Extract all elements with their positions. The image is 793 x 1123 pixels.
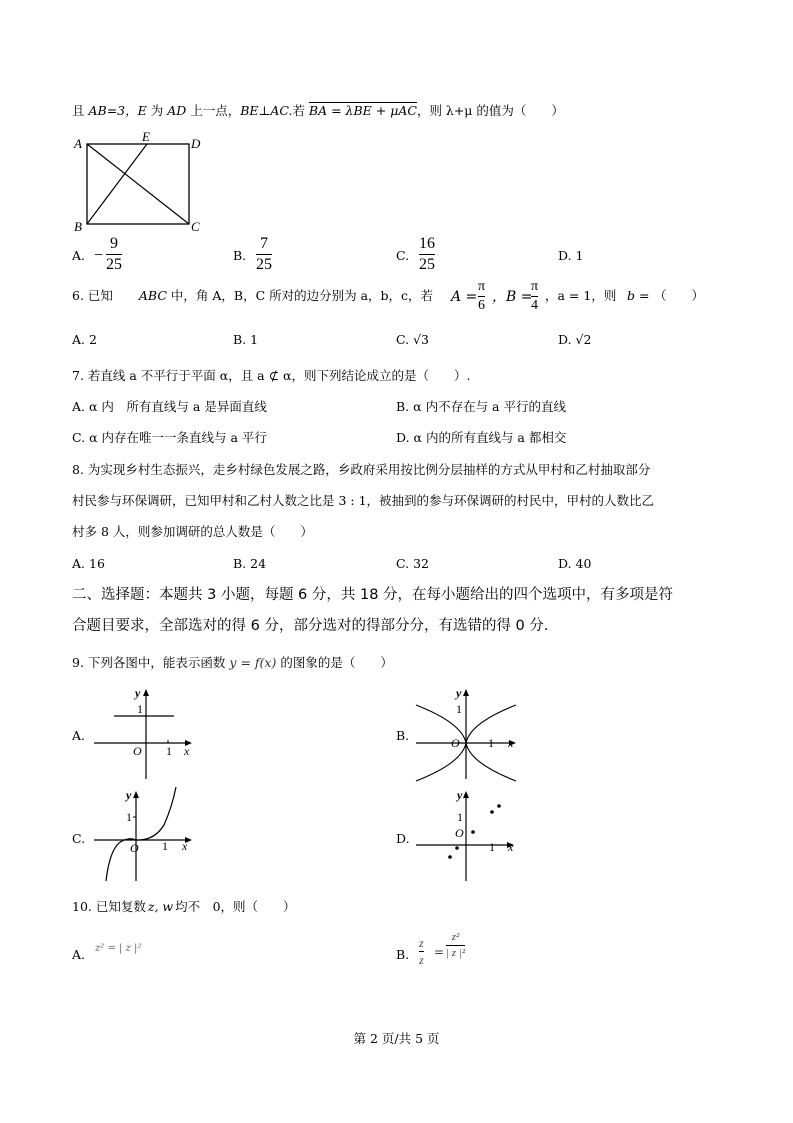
q6-option-c-text: √3 [413,332,429,347]
q10-stem [72,901,296,914]
q8-option-b-text: 24 [250,556,267,571]
q8-option-a[interactable] [72,558,105,571]
tick-label-y1: 1 [137,702,143,716]
q5-stem-mid2: 上一点， [186,103,241,118]
q5-stem-prefix: 且 [72,103,89,118]
q5-option-c-fraction [419,236,435,273]
point-2 [490,810,494,814]
q8-option-b-letter: B. [233,556,247,571]
q6-stem [72,290,433,303]
q10-option-b-frac-left [419,937,424,966]
label-e: E [142,130,150,144]
tick-label-y1: 1 [457,810,463,824]
q5-option-a-sign: − [94,247,104,264]
x-label: x [508,736,514,750]
q7-option-a-text: α 内 所有直线与 a 是异面直线 [89,399,267,414]
q5-stem-ad: AD [167,103,187,118]
q10-stem-zw: z, w [147,899,174,914]
q5-option-c-num: 16 [419,235,435,252]
q6-option-d-text: √2 [575,332,592,347]
q5-option-b-den: 25 [256,256,272,273]
q7-option-c-letter: C. [72,430,86,445]
q5-option-c-letter[interactable]: C. [396,248,410,263]
q7-option-a[interactable] [72,401,267,414]
q6-frac-b [531,280,538,313]
q6-eq-b: ，B = [492,289,533,305]
q10-stem-b: 均不 0，则（ ） [175,899,296,914]
tick-label-x1: 1 [489,840,495,854]
y-label: y [456,686,462,700]
y-label: y [135,686,141,700]
q5-option-a-fraction [106,236,122,273]
q7-option-b-letter: B. [396,399,410,414]
q8-option-c-letter: C. [396,556,410,571]
q9-stem [72,657,393,670]
q5-option-b-fraction [256,236,272,273]
point-5 [448,855,452,859]
origin-label: O [455,826,464,840]
q8-option-d-letter: D. [558,556,572,571]
q5-stem-be: BE⊥AC. [240,103,293,118]
q7-option-c-text: α 内存在唯一一条直线与 a 平行 [89,430,267,445]
q6-frac-a-num: π [478,279,486,294]
q9-stem-function: y = f(x) [229,655,277,670]
q5-option-d-text: 1 [575,248,584,263]
tick-label-y1: 1 [456,702,462,716]
q5-option-d[interactable] [558,250,584,263]
q10-option-a-letter[interactable]: A. [72,947,86,962]
q6-option-a-text: 2 [89,332,97,347]
q9-stem-a: 9. 下列各图中，能表示函数 [72,655,226,670]
page-footer: 第 2 页/共 5 页 [353,1031,440,1046]
section-2-line2: 合题目要求，全部选对的得 6 分，部分选对的得部分分，有选错的得 0 分. [72,618,549,634]
x-label: x [508,840,514,854]
q9-graph-a [92,683,202,783]
q6-option-d-letter: D. [558,332,572,347]
q7-option-d[interactable] [396,432,566,445]
q9-option-d-letter[interactable]: D. [396,831,410,846]
section-2-line1: 二、选择题：本题共 3 小题，每题 6 分，共 18 分，在每小题给出的四个选项中，有多项是符 [72,587,674,603]
point-4 [455,846,459,850]
x-label: x [182,839,188,853]
q9-stem-b: 的图象的是（ ） [280,655,393,670]
q5-option-c-den: 25 [419,256,435,273]
q6-option-a[interactable] [72,334,97,347]
q5-option-a-den: 25 [106,256,122,273]
q10-option-b-letter[interactable]: B. [396,947,410,962]
q6-frac-a-den: 6 [478,298,486,313]
q6-option-b-letter: B. [233,332,247,347]
q6-option-a-letter: A. [72,332,86,347]
q5-rectangle-figure [70,130,210,235]
q9-graph-b [414,683,524,783]
q5-stem [72,105,564,118]
tick-label-x1: 1 [166,744,172,758]
q6-eq-small-a: ，a = 1，则 [545,288,617,303]
q7-option-d-letter: D. [396,430,410,445]
point-3 [471,830,475,834]
q8-option-b[interactable] [233,558,266,571]
q10-option-b-den-right: | z |² [446,947,466,959]
q5-option-d-letter: D. [558,248,572,263]
y-axis-arrow [133,791,139,798]
q5-option-b-num: 7 [260,235,268,252]
y-label: y [457,788,463,802]
q5-option-a-num: 9 [110,235,118,252]
origin-label: O [133,744,142,758]
origin-label: O [130,841,139,855]
q5-vector-expression: BA = λBE + μAC [308,103,417,118]
q10-option-b-equals: = [434,945,445,959]
q9-option-c-letter[interactable]: C. [72,831,86,846]
q8-stem-line1: 8. 为实现乡村生态振兴，走乡村绿色发展之路，乡政府采用按比例分层抽样的方式从甲村和乙村抽取部分 [72,462,651,477]
q9-option-a-letter[interactable]: A. [72,728,86,743]
q8-stem-line3: 村多 8 人，则参加调研的总人数是（ ） [72,524,313,539]
q7-option-a-letter: A. [72,399,86,414]
q9-graph-c [92,785,202,885]
q9-option-b-letter[interactable]: B. [396,728,410,743]
q6-option-c[interactable] [396,334,429,347]
q6-frac-a [478,280,485,313]
q6-stem-c: 中，角 A，B，C 所对的边分别为 a，b，c，若 [170,288,434,303]
q7-option-b[interactable] [396,401,566,414]
q6-frac-b-den: 4 [531,298,539,313]
q6-frac-b-num: π [531,279,539,294]
q8-option-d[interactable] [558,558,591,571]
q8-option-a-text: 16 [89,556,105,571]
point-1 [497,804,501,808]
q5-stem-ab: AB=3， [88,103,138,118]
label-d: D [191,136,201,151]
q10-option-a-expr: z² = | z |² [95,943,142,954]
function-curve [106,787,176,881]
y-axis-arrow [463,791,469,798]
q6-option-b[interactable] [233,334,258,347]
q7-option-b-text: α 内不存在与 a 平行的直线 [413,399,566,414]
q6-eq-a: A = [451,289,478,305]
q5-stem-ruo: 若 [292,103,309,118]
q8-option-c[interactable] [396,558,429,571]
q5-stem-tail: ，则 λ+μ 的值为（ ） [416,103,564,118]
q6-eq-small-b: b = [627,288,650,303]
q7-stem: 7. 若直线 a 不平行于平面 α，且 a ⊄ α，则下列结论成立的是（ ）. [72,368,471,383]
q6-stem-a: 6. 已知 [72,288,113,303]
q8-option-d-text: 40 [575,556,592,571]
q10-option-b-num-right: z² [451,931,460,943]
q10-option-b-den-left: z [419,953,424,967]
tick-label-x1: 1 [162,839,168,853]
label-c: C [191,219,200,234]
q7-option-d-text: α 内的所有直线与 a 都相交 [413,430,567,445]
q5-option-a-letter[interactable]: A. [72,248,86,263]
q10-stem-a: 10. 已知复数 [72,899,146,914]
tick-label-x1: 1 [488,736,494,750]
y-label: y [126,788,132,802]
y-axis-arrow [463,689,469,696]
q9-graph-d [414,785,524,885]
q8-option-a-letter: A. [72,556,86,571]
q6-paren: （ ） [654,288,705,303]
label-b: B [74,219,82,234]
q5-option-b-letter[interactable]: B. [233,248,247,263]
tick-label-y1: 1 [126,810,132,824]
q6-option-c-letter: C. [396,332,410,347]
q5-stem-e: E [137,103,147,118]
q6-stem-triangle: ABC [138,288,167,303]
q6-option-d[interactable] [558,334,591,347]
q10-option-b-num-left: z [419,936,424,950]
q10-option-b-frac-right [446,932,465,959]
y-axis-arrow [143,689,149,696]
q8-option-c-text: 32 [413,556,429,571]
q6-option-b-text: 1 [250,332,259,347]
x-label: x [184,744,190,758]
label-a: A [74,136,82,151]
q7-option-c[interactable] [72,432,267,445]
q5-stem-mid: 为 [146,103,168,118]
origin-label: O [451,736,460,750]
q8-stem-line2: 村民参与环保调研，已知甲村和乙村人数之比是 3 : 1，被抽到的参与环保调研的村民中，甲村的人数比乙 [72,493,655,508]
